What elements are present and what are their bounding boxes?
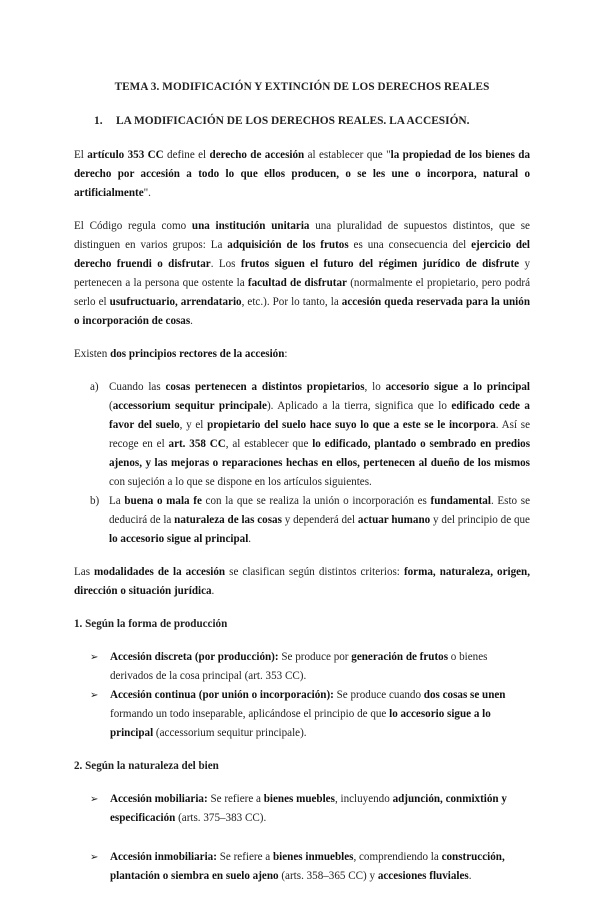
- arrow-bullet-icon: ➢: [90, 852, 99, 863]
- subsection-heading-form: 1. Según la forma de producción: [74, 618, 228, 630]
- list-item: b) La buena o mala fe con la que se realiza la unión o incorporación es fundamental. Esto se deducirá de la naturaleza de las cosas y dependerá del actuar humano y del principio de que lo accesorio sigue al principal.: [74, 492, 530, 549]
- paragraph-regulation: El Código regula como una institución unitaria una pluralidad de supuestos distintos, que se distinguen en varios grupos: La adquisición de los frutos es una consecuencia del ejercicio del derecho fruendi o disfrutar. Los frutos siguen el futuro del régimen jurídico de disfrute y pertenecen a la persona que ostente la facultad de disfrutar (normalmente el propietario, pero podrá serlo el usufructuario, arrendatario, etc.). Por lo tanto, la accesión queda reservada para la unión o incorporación de cosas.: [74, 220, 531, 327]
- section-title: LA MODIFICACIÓN DE LOS DERECHOS REALES. LA ACCESIÓN.: [116, 115, 470, 127]
- arrow-bullet-icon: ➢: [90, 794, 99, 805]
- list-item: ➢ Accesión continua (por unión o incorporación): Se produce cuando dos cosas se unen formando un todo inseparable, aplicándose el principio de que lo accesorio sigue a lo principal (accessorium sequitur principale).: [74, 686, 530, 743]
- list-item: ➢ Accesión discreta (por producción): Se produce por generación de frutos o bienes derivados de la cosa principal (art. 353 CC).: [74, 648, 530, 686]
- paragraph-modalities: Las modalidades de la accesión se clasifican según distintos criterios: forma, naturaleza, origen, dirección o situación jurídica.: [74, 566, 530, 597]
- list-item: ➢ Accesión inmobiliaria: Se refiere a bienes inmuebles, comprendiendo la construcción, plantación o siembra en suelo ajeno (arts. 358–365 CC) y accesiones fluviales.: [74, 848, 530, 886]
- section-number: 1.: [94, 115, 103, 127]
- subsection-heading-nature: 2. Según la naturaleza del bien: [74, 760, 219, 772]
- list-marker: b): [90, 495, 100, 507]
- paragraph-principles-intro: Existen dos principios rectores de la accesión:: [74, 348, 288, 360]
- paragraph-definition: El artículo 353 CC define el derecho de accesión al establecer que "la propiedad de los bienes da derecho por accesión a todo lo que ellos producen, o se les une o incorpora, natural o artificialmente".: [74, 149, 531, 199]
- section-heading: [94, 112, 530, 131]
- list-item: a) Cuando las cosas pertenecen a distintos propietarios, lo accesorio sigue a lo principal (accessorium sequitur principale). Aplicado a la tierra, significa que lo edificado cede a favor del suelo, y el propietario del suelo hace suyo lo que a este se le incorpora. Así se recoge en el art. 358 CC, al establecer que lo edificado, plantado o sembrado en predios ajenos, y las mejoras o reparaciones hechas en ellos, pertenecen al dueño de los mismos con sujeción a lo que se dispone en los artículos siguientes.: [74, 378, 530, 492]
- principles-list: [74, 378, 530, 549]
- arrow-bullet-icon: ➢: [90, 652, 99, 663]
- arrow-bullet-icon: ➢: [90, 690, 99, 701]
- document-title: TEMA 3. MODIFICACIÓN Y EXTINCIÓN DE LOS DERECHOS REALES: [114, 81, 490, 93]
- document-page: [74, 78, 530, 906]
- list-marker: a): [90, 381, 99, 393]
- nature-list: [74, 790, 530, 886]
- form-list: [74, 648, 530, 743]
- list-item: ➢ Accesión mobiliaria: Se refiere a bienes muebles, incluyendo adjunción, conmixtión y especificación (arts. 375–383 CC).: [74, 790, 530, 828]
